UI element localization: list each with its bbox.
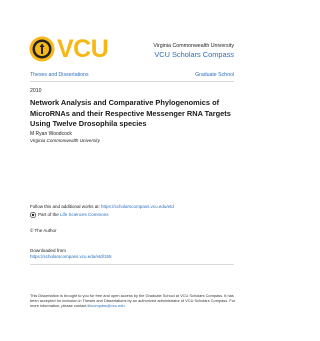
follow-url-link[interactable]: https://scholarscompass.vcu.edu/etd — [101, 204, 174, 209]
footer-divider — [30, 264, 234, 265]
author-affiliation: Virginia Commonwealth University — [30, 138, 100, 143]
breadcrumb-nav — [30, 72, 234, 80]
life-sciences-commons-link[interactable]: Life Sciences Commons — [60, 212, 109, 217]
vcu-logo[interactable] — [29, 36, 109, 62]
creative-commons-icon — [30, 212, 36, 218]
institution-name: Virginia Commonwealth University — [153, 43, 234, 49]
part-of-line — [30, 211, 109, 218]
download-url-link[interactable]: https://scholarscompass.vcu.edu/etd/155 — [30, 254, 112, 259]
vcu-seal-icon — [29, 36, 55, 62]
document-title: Network Analysis and Comparative Phylogenomics of MicroRNAs and their Respective Messenger RNA Targets Using Twelve Drosophila species — [30, 98, 231, 129]
header-divider — [30, 81, 234, 82]
part-prefix: Part of the — [38, 212, 61, 217]
rights-statement: © The Author — [30, 228, 57, 233]
logo-wordmark: VCU — [57, 35, 109, 63]
publication-year: 2010 — [30, 88, 42, 94]
repository-header — [153, 43, 234, 60]
collection-link[interactable]: Theses and Dissertations — [30, 72, 89, 78]
downloaded-from-heading: Downloaded from — [30, 248, 67, 253]
footer-notice — [30, 293, 240, 309]
contact-email-link[interactable]: libcompass@vcu.edu — [87, 303, 125, 309]
follow-line — [30, 204, 174, 210]
department-link[interactable]: Graduate School — [195, 72, 234, 78]
footer-end: . — [124, 303, 126, 309]
author-name: M Ryan Woodcock — [30, 131, 72, 137]
footer-text: This Dissertation is brought to you for free and open access by the Graduate School at VCU Scholars Compass. It has been accepted for inclusion in Theses and Dissertations by an authorized administrator of VCU Scholars Compass. For more information, please contact — [30, 293, 236, 309]
follow-prefix: Follow this and additional works at: — [30, 204, 102, 209]
repository-name[interactable]: VCU Scholars Compass — [154, 50, 234, 59]
